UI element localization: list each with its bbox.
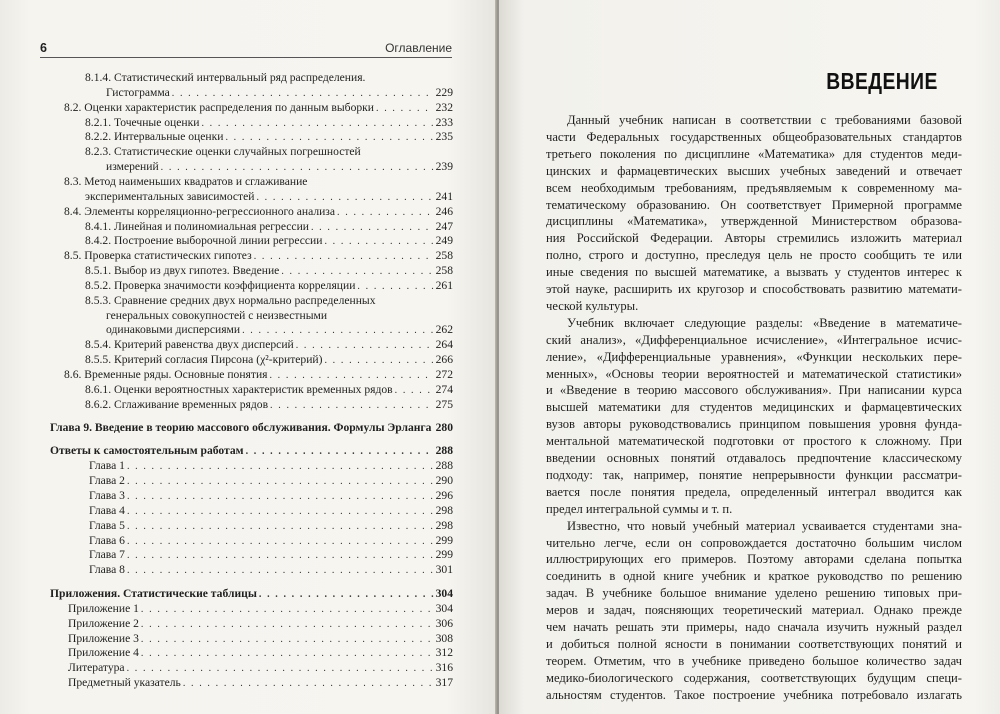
toc-entry: [85, 383, 453, 397]
toc-entry-title: Глава 8: [89, 563, 125, 577]
toc-dot-leader: [127, 490, 434, 503]
text-line: третьего поколения по дисциплине «Математика» для студентов меди-: [546, 146, 962, 161]
page-number: 6: [40, 41, 47, 55]
toc-entry-page: 262: [435, 323, 453, 337]
toc-entry-page: 275: [435, 397, 453, 411]
toc-dot-leader: [127, 475, 434, 488]
toc-entry: [89, 459, 453, 473]
toc-entry-title: генеральных совокупностей с неизвестными: [106, 308, 328, 322]
toc-entry-page: 232: [435, 100, 453, 114]
toc-entry: [50, 421, 453, 435]
toc-entry-title: Глава 7: [89, 548, 125, 562]
text-line: теорем. Отметим, что в учебнике приведено большое количество задач: [546, 653, 962, 668]
toc-entry: [68, 661, 453, 675]
toc-entry-title: Ответы к самостоятельным работам: [50, 444, 244, 458]
toc-entry-page: 249: [435, 234, 453, 248]
toc-entry-title: 8.2. Оценки характеристик распределения по данным выборки: [64, 100, 374, 114]
text-line: части Федеральных государственных общеобразовательных стандартов: [546, 129, 962, 144]
toc-dot-leader: [376, 102, 434, 115]
toc-entry-title: 8.4.2. Построение выборочной линии регрессии: [85, 234, 323, 248]
toc-entry-page: 317: [435, 676, 453, 690]
toc-dot-leader: [141, 603, 434, 616]
toc-entry-title: 8.6.1. Оценки вероятностных характеристик временных рядов: [85, 382, 393, 396]
toc-entry: [85, 338, 453, 352]
toc-entry: [85, 264, 453, 278]
text-line: этой науке, расширить их кругозор и способствовать развитию математи-: [546, 282, 962, 296]
toc-entry-title: Глава 2: [89, 474, 125, 488]
toc-entry-title: 8.2.1. Точечные оценки: [85, 115, 200, 129]
toc-dot-leader: [201, 117, 433, 130]
left-page: [0, 0, 497, 714]
toc-dot-leader: [395, 384, 434, 397]
toc-dot-leader: [281, 265, 433, 278]
toc-entry-page: 290: [435, 474, 453, 488]
toc-dot-leader: [324, 354, 433, 367]
toc-dot-leader: [127, 662, 434, 675]
toc-entry-title: 8.1.4. Статистический интервальный ряд распределения.: [85, 71, 366, 84]
text-line: ческой культуры.: [546, 298, 639, 313]
toc-entry-title: Глава 4: [89, 503, 125, 517]
text-line: ский анализ», «Дифференциальное исчисление», «Интегральное исчис-: [546, 332, 962, 347]
toc-entry-title: 8.5.3. Сравнение средних двух нормально распределенных: [85, 293, 376, 307]
text-line: всем необходимым требованиям, предъявляемым к современному ма-: [546, 180, 962, 195]
text-line: и «Введение в теорию массового обслуживания». При написании курса: [546, 383, 962, 398]
toc-entry: [64, 101, 453, 115]
toc-entry-title: одинаковыми дисперсиями: [106, 323, 241, 337]
toc-entry: [85, 279, 453, 293]
toc-entry-page: 280: [435, 420, 453, 434]
toc-entry: [85, 130, 453, 144]
toc-entry-title: Приложение 4: [68, 646, 139, 660]
toc-dot-leader: [127, 505, 434, 518]
toc-entry-page: 229: [435, 85, 453, 99]
toc-entry-title: Глава 6: [89, 533, 125, 547]
toc-dot-leader: [161, 161, 434, 174]
toc-entry-title: Глава 5: [89, 518, 125, 532]
toc-entry-title: Глава 3: [89, 488, 125, 502]
toc-entry: [89, 563, 453, 577]
toc-entry: [89, 548, 453, 562]
chapter-title: ВВЕДЕНИЕ: [826, 68, 938, 94]
toc-entry: [106, 309, 453, 323]
toc-entry: [89, 489, 453, 503]
toc-entry-title: 8.5.1. Выбор из двух гипотез. Введение: [85, 264, 280, 278]
toc-entry-page: 299: [435, 533, 453, 547]
text-line: менных», «Основы теории вероятностей и математической статистики»: [546, 366, 962, 381]
toc-entry-title: Глава 1: [89, 459, 125, 473]
text-line: задач. В учебнике большое внимание уделено решению типовых при-: [546, 586, 962, 601]
toc-entry-page: 298: [435, 518, 453, 532]
text-line: чем начать решать эти примеры, надо сначала изучить нужный раздел: [546, 620, 962, 634]
toc-entry-title: Литература: [68, 661, 125, 675]
text-line: и добиться полной ясности в понимании соответствующих понятий и: [546, 636, 962, 651]
toc-entry: [89, 519, 453, 533]
toc-entry-title: 8.5.2. Проверка значимости коэффициента корреляции: [85, 278, 356, 292]
toc-dot-leader: [127, 520, 434, 533]
toc-dot-leader: [324, 235, 433, 248]
toc-entry-page: 258: [435, 249, 453, 263]
toc-entry-page: 261: [435, 278, 453, 292]
toc-entry-title: Гистограмма: [106, 85, 170, 99]
toc-entry-title: 8.5. Проверка статистических гипотез: [64, 249, 252, 263]
toc-entry-title: 8.4.1. Линейная и полиномиальная регрессии: [85, 219, 309, 233]
toc-entry: [85, 145, 453, 159]
toc-entry-page: 241: [435, 189, 453, 203]
toc-entry-page: 247: [435, 219, 453, 233]
toc-dot-leader: [141, 647, 434, 660]
toc-dot-leader: [337, 206, 434, 219]
toc-dot-leader: [183, 677, 434, 690]
toc-entry: [68, 602, 453, 616]
toc-entry-page: 308: [435, 631, 453, 645]
toc-entry: [68, 646, 453, 660]
toc-entry: [50, 444, 453, 458]
toc-entry-title: 8.2.3. Статистические оценки случайных погрешностей: [85, 145, 361, 159]
toc-entry: [68, 632, 453, 646]
toc-dot-leader: [127, 549, 434, 562]
toc-entry-page: 266: [435, 353, 453, 367]
text-line: дисциплины «Математика», утвержденной Министерством образова-: [546, 214, 962, 229]
toc-entry: [89, 534, 453, 548]
toc-entry-title: Приложение 1: [68, 601, 139, 615]
text-line: высшей математики для студентов медицинских и фармацевтических: [546, 400, 962, 415]
toc-entry: [85, 234, 453, 248]
text-line: чительно легче, если он сопровождается достаточно большим числом: [546, 535, 962, 550]
text-line: вузов авторы руководствовались принципом повышения уровня фунда-: [546, 417, 962, 432]
toc-entry: [64, 175, 453, 189]
text-line: тематическому образованию. Он соответствует Примерной программе: [546, 197, 962, 212]
toc-entry-title: 8.3. Метод наименьших квадратов и сглаживание: [64, 174, 308, 188]
toc-entry-title: 8.6. Временные ряды. Основные понятия: [64, 368, 268, 381]
toc-dot-leader: [141, 618, 434, 631]
text-line: ния Российской Федерации. Авторы стремились изложить материал: [546, 231, 962, 246]
toc-entry: [85, 190, 453, 204]
toc-entry: [50, 587, 453, 601]
toc-dot-leader: [127, 535, 434, 548]
toc-entry-page: 306: [435, 616, 453, 630]
text-line: соединить в одной книге учебник и краткое руководство по решению: [546, 569, 962, 584]
text-line: медико-биологического содержания, соответствующих будущим специ-: [546, 670, 962, 685]
toc-entry: [68, 676, 453, 690]
toc-entry-title: 8.5.4. Критерий равенства двух дисперсий: [85, 338, 294, 352]
toc-entry: [89, 504, 453, 518]
toc-dot-leader: [270, 399, 434, 412]
toc-entry-page: 258: [435, 264, 453, 278]
text-line: иллюстрирующих его примеров. Поэтому авторами сделана попытка: [546, 552, 962, 567]
toc-entry-page: 235: [435, 130, 453, 144]
toc-entry: [64, 249, 453, 263]
toc-dot-leader: [242, 324, 434, 337]
toc-dot-leader: [172, 87, 434, 100]
toc-entry: [64, 368, 453, 382]
toc-entry-page: 246: [435, 204, 453, 218]
toc-dot-leader: [259, 588, 434, 601]
text-line: предел интегральной суммы и т. п.: [546, 501, 733, 516]
toc-entry-title: измерений: [106, 160, 159, 174]
toc-entry-page: 316: [435, 661, 453, 675]
text-line: введении основных понятий отдавалось предпочтение классическому: [546, 451, 962, 465]
toc-entry: [85, 398, 453, 412]
toc-entry-title: 8.4. Элементы корреляционно-регрессионного анализа: [64, 204, 336, 218]
running-title: Оглавление: [385, 41, 452, 55]
toc-entry: [106, 86, 453, 100]
text-line: меров и задач, поясняющих теоретический материал. Однако прежде: [546, 603, 962, 618]
toc-entry-page: 304: [435, 601, 453, 615]
toc-dot-leader: [269, 369, 433, 382]
toc-entry: [106, 160, 453, 174]
text-line: ление», «Дифференциальные уравнения», «Функции нескольких пере-: [546, 349, 962, 364]
toc-entry: [85, 71, 453, 85]
toc-entry-page: 288: [435, 444, 453, 458]
toc-entry: [85, 353, 453, 367]
text-line: полно, строго и доступно, преследуя цель не просто сообщить те или: [546, 248, 962, 263]
text-line: ментальной математической подготовки от простого к сложному. При: [546, 434, 962, 449]
toc-entry-page: 312: [435, 646, 453, 660]
toc-entry-title: Глава 9. Введение в теорию массового обслуживания. Формулы Эрланга: [50, 420, 432, 434]
toc-entry-page: 233: [435, 115, 453, 129]
toc-dot-leader: [127, 564, 434, 577]
toc-entry-title: Приложение 2: [68, 616, 139, 630]
toc-entry-page: 296: [435, 488, 453, 502]
toc-dot-leader: [246, 445, 434, 458]
toc-entry: [68, 617, 453, 631]
toc-entry-title: экспериментальных зависимостей: [85, 189, 255, 203]
toc-entry-page: 298: [435, 503, 453, 517]
toc-entry: [85, 116, 453, 130]
toc-entry-page: 264: [435, 338, 453, 352]
text-line: Данный учебник написан в соответствии с требованиями базовой: [567, 113, 962, 127]
toc-entry-title: Предметный указатель: [68, 676, 181, 690]
header-rule: [40, 57, 452, 58]
toc-dot-leader: [141, 633, 434, 646]
running-header: [40, 40, 452, 58]
toc-entry-page: 288: [435, 459, 453, 473]
toc-entry: [89, 474, 453, 488]
toc-entry-page: 304: [435, 587, 453, 601]
toc-dot-leader: [311, 221, 434, 234]
toc-entry-title: 8.6.2. Сглаживание временных рядов: [85, 397, 269, 411]
text-line: цинских и фармацевтических высших учебных заведений и отвечает: [546, 163, 962, 178]
toc-entry-page: 274: [435, 382, 453, 396]
toc-entry-page: 239: [435, 160, 453, 174]
text-line: подходу: так, например, понятие непрерывности функции рассматри-: [546, 467, 962, 482]
toc-dot-leader: [127, 460, 434, 473]
text-line: альностям студентов. Такое построение учебника потребовало излагать: [546, 687, 962, 702]
text-line: вается после понятия предела, определенный интеграл вводится как: [546, 484, 962, 499]
toc-entry-page: 272: [435, 368, 453, 381]
toc-dot-leader: [357, 280, 433, 293]
toc-entry: [64, 205, 453, 219]
toc-entry: [85, 220, 453, 234]
toc-entry-title: Приложение 3: [68, 631, 139, 645]
toc-entry-title: 8.2.2. Интервальные оценки: [85, 130, 224, 144]
text-line: Учебник включает следующие разделы: «Введение в математиче-: [567, 315, 962, 330]
toc-entry-page: 301: [435, 563, 453, 577]
toc-dot-leader: [225, 131, 433, 144]
toc-dot-leader: [254, 250, 434, 263]
text-line: иные сведения по высшей математике, а вызвать у студентов интерес к: [546, 265, 962, 280]
toc-dot-leader: [256, 191, 433, 204]
text-line: Известно, что новый учебный материал усваивается студентами зна-: [567, 518, 962, 533]
toc-entry-title: Приложения. Статистические таблицы: [50, 587, 257, 601]
toc-entry: [106, 323, 453, 337]
toc-entry: [85, 294, 453, 308]
toc-entry-page: 299: [435, 548, 453, 562]
toc-dot-leader: [296, 339, 434, 352]
toc-entry-title: 8.5.5. Критерий согласия Пирсона (χ²-критерий): [85, 353, 323, 367]
